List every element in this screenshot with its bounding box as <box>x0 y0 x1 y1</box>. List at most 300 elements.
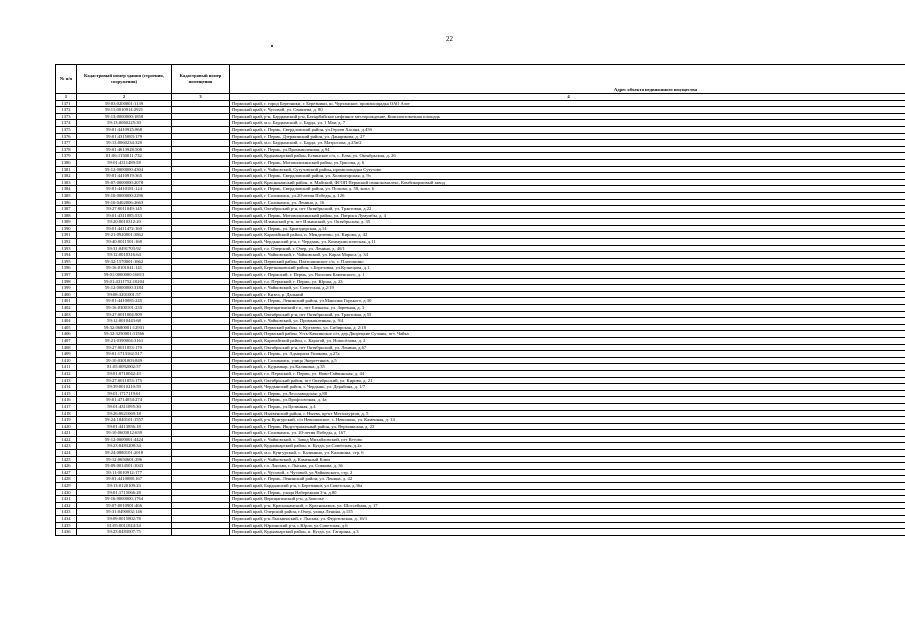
address: Пермский край, г. Пермь, ул. Бригадирская, д.14 <box>230 225 905 232</box>
table-row <box>56 483 905 490</box>
building-cadastral-number: 59:26:0621069:18 <box>77 410 172 417</box>
table-row <box>56 384 905 391</box>
scan-speck <box>271 45 273 47</box>
table-header-row <box>56 65 905 94</box>
building-cadastral-number: 59:27:0011053:170 <box>77 344 172 351</box>
row-index: 1406 <box>56 331 77 338</box>
address: Пермский край, Чердынский район, г. Чердынь, ул. Дерябина, д. 1/7 <box>230 384 905 391</box>
building-cadastral-number: 59:12:0000001:4424 <box>77 436 172 443</box>
row-index: 1400 <box>56 291 77 298</box>
address: Пермский край, г. Чайковский, ул. Советская, д.2/19 <box>230 285 905 292</box>
address: Пермский край, г.о. Очерский, г. Очер, ул. Ленина, д. 46/1 <box>230 245 905 252</box>
table-row <box>56 199 905 206</box>
table-row <box>56 239 905 246</box>
table-row <box>56 113 905 120</box>
building-cadastral-number: 59:13:0120109:23 <box>77 483 172 490</box>
premises-cadastral-number <box>172 252 230 259</box>
premises-cadastral-number <box>172 245 230 252</box>
premises-cadastral-number <box>172 344 230 351</box>
premises-cadastral-number <box>172 206 230 213</box>
header-address: Адрес объекта недвижимого имущества <box>230 65 905 94</box>
building-cadastral-number: 59:08:3201001:57 <box>77 291 172 298</box>
premises-cadastral-number <box>172 166 230 173</box>
building-cadastral-number: 59:21:0390004:3161 <box>77 337 172 344</box>
premises-cadastral-number <box>172 225 230 232</box>
table-row <box>56 107 905 114</box>
address: Пермский край, м.о. Бардымский, с. Барда, ул. 1 Мая, д. 7 <box>230 120 905 127</box>
table-row <box>56 469 905 476</box>
table-row <box>56 357 905 364</box>
building-cadastral-number: 59:03:0200001:1139 <box>77 100 172 107</box>
row-index: 1397 <box>56 272 77 279</box>
building-cadastral-number: 59:01:1713162:517 <box>77 351 172 358</box>
building-cadastral-number: 59:27:0011004:909 <box>77 311 172 318</box>
address: Пермский край, Чердынский р-н, г. Чердынь, ул. Коммунистическая, д.11 <box>230 239 905 246</box>
table-row <box>56 179 905 186</box>
premises-cadastral-number <box>172 212 230 219</box>
building-cadastral-number: 59:32:3250001:11566 <box>77 331 172 338</box>
building-cadastral-number: 59:10:0402006:2663 <box>77 199 172 206</box>
premises-cadastral-number <box>172 384 230 391</box>
building-cadastral-number: 59:01:4613928:508 <box>77 146 172 153</box>
building-cadastral-number: 59:01:1717119:61 <box>77 390 172 397</box>
building-cadastral-number: 59:10:0000000:2296 <box>77 192 172 199</box>
table-row <box>56 258 905 265</box>
building-cadastral-number: 59:13:0060234:320 <box>77 140 172 147</box>
address: Пермский край, р-н. Краснокамский, г. Краснокамск, ул. Шоссейная, д. 17 <box>230 502 905 509</box>
address: Пермский край, Пермский район, с. Култаево, ул. Сибирская, д. 2/18 <box>230 324 905 331</box>
address: Пермский край, г. Пермь, Свердловский район, ул. Холмогорская, д. 9з <box>230 173 905 180</box>
table-row <box>56 173 905 180</box>
building-cadastral-number: 59:01:1715066:28 <box>77 489 172 496</box>
row-index: 1379 <box>56 153 77 160</box>
premises-cadastral-number <box>172 272 230 279</box>
address: Пермский край, м.о. Кунгурский, с. Калинино, ул. Калинина, стр. 6 <box>230 450 905 457</box>
table-body <box>56 100 905 535</box>
premises-cadastral-number <box>172 351 230 358</box>
premises-cadastral-number <box>172 159 230 166</box>
premises-cadastral-number <box>172 146 230 153</box>
row-index: 1436 <box>56 529 77 536</box>
address: Пермский край, г. Пермь, ул.Целинная, д.4 <box>230 403 905 410</box>
building-cadastral-number: 59:31:0491703:92 <box>77 245 172 252</box>
premises-cadastral-number <box>172 430 230 437</box>
header-index: № п/п <box>56 65 77 94</box>
column-number-row <box>56 94 905 101</box>
address: Пермский край, г. Кизел, р. Дальний <box>230 291 905 298</box>
property-table <box>55 64 905 536</box>
address: Пермский край, г. Пермь, Свердловский район, ул.Героев Хасана, д.45б <box>230 126 905 133</box>
building-cadastral-number: 59:13:0000000:1858 <box>77 113 172 120</box>
premises-cadastral-number <box>172 450 230 457</box>
building-cadastral-number: 59:11:0010914:2921 <box>77 107 172 114</box>
address: Пермский край, Верещагинский р-н, д.Заполье <box>230 496 905 503</box>
address: Пермский край, Октябрьский р-н, пгт Октябрьский, ул. Трактовая, д.22 <box>230 206 905 213</box>
building-cadastral-number: 59:16:0300101:235 <box>77 305 172 312</box>
address: Пермский край, Пермский район, Платошинское с/п, с. Платошино <box>230 258 905 265</box>
premises-cadastral-number <box>172 305 230 312</box>
table-row <box>56 410 905 417</box>
building-cadastral-number: 59:07:0010901:466 <box>77 502 172 509</box>
premises-cadastral-number <box>172 417 230 424</box>
table-row <box>56 186 905 193</box>
address: Пермский край, р-н Лысьвенский, г. Лысьва, ул. Федотовская, д. 16/1 <box>230 516 905 523</box>
premises-cadastral-number <box>172 397 230 404</box>
row-index: 1375 <box>56 126 77 133</box>
building-cadastral-number: 59:12:0010316:64 <box>77 252 172 259</box>
row-index: 1431 <box>56 496 77 503</box>
table-row <box>56 206 905 213</box>
table-row <box>56 463 905 470</box>
table-row <box>56 166 905 173</box>
address: Пермский край, р-н Кунгурский, с/п Неволинское, с. Неволино, ул. Каменная, д. 14 <box>230 417 905 424</box>
table-row <box>56 120 905 127</box>
header-building-cadastral: Кадастровый номер здания (строения, сооружения) <box>77 65 172 94</box>
address: Пермский край, г.о. Пермский, г. Пермь, ул. Ново-Гайвинская, д. 44 <box>230 370 905 377</box>
table-row <box>56 252 905 259</box>
address: Пермский край, Кудымкарский район, п. Кугда, ул. Гагарина, д.3 <box>230 529 905 536</box>
premises-cadastral-number <box>172 186 230 193</box>
address: Пермский край, г. Чайковский, ул. Промышленная, д. 9/4 <box>230 318 905 325</box>
address: Пермский край, г. Чайковский, д. Каменный Ключ <box>230 456 905 463</box>
address: Пермский край, г. Чусовой, г. Чусовой, ул.Чайковского, стр. 2 <box>230 469 905 476</box>
row-index: 1387 <box>56 206 77 213</box>
address: Пермский край, г. Пермь, Дзержинский район, ул. Данщикова, д. 27 <box>230 133 905 140</box>
address: Пермский край, г. Чайковский, с. Завод Михайловский, пгт Кетово <box>230 436 905 443</box>
row-index: 1389 <box>56 219 77 226</box>
table-row <box>56 146 905 153</box>
address: Пермский край, г. Пермь, Мотовилихинский район, ул. Патриса Лумумбы, д. 4 <box>230 212 905 219</box>
row-index: 1392 <box>56 239 77 246</box>
address: Пермский край, Юрлинский р-н, с.Юрла, ул.Советская, д.6 <box>230 522 905 529</box>
address: Пермский край, г. Пермь, улица Набережная 3-я, д.80 <box>230 489 905 496</box>
building-cadastral-number: 59:39:0010210:59 <box>77 384 172 391</box>
premises-cadastral-number <box>172 153 230 160</box>
premises-cadastral-number <box>172 456 230 463</box>
table-row <box>56 390 905 397</box>
table-row <box>56 278 905 285</box>
row-index: 1407 <box>56 337 77 344</box>
building-cadastral-number: 59:23:0483007:75 <box>77 529 172 536</box>
row-index: 1398 <box>56 278 77 285</box>
row-index: 1418 <box>56 410 77 417</box>
building-cadastral-number: 59:01:4410925:868 <box>77 126 172 133</box>
row-index: 1434 <box>56 516 77 523</box>
table-row <box>56 153 905 160</box>
building-cadastral-number: 59:09:0014501:1043 <box>77 463 172 470</box>
address: Пермский край, г. Пермь, Мотовилихинский район, ул.Трясова, д. 6 <box>230 159 905 166</box>
address: Пермский край, Пермский район, Усть-Качкинское с/п, дер.Дворецкие Сучаны, пгт. Чайка <box>230 331 905 338</box>
table-row <box>56 364 905 371</box>
row-index: 1409 <box>56 351 77 358</box>
premises-cadastral-number <box>172 489 230 496</box>
address: Пермский край, Очерский район, г.Очер, улица Ленина, д.155 <box>230 509 905 516</box>
building-cadastral-number: 59:12:0010443:68 <box>77 318 172 325</box>
building-cadastral-number: 59:32:0680001:12931 <box>77 324 172 331</box>
table-row <box>56 370 905 377</box>
building-cadastral-number: 59:31:0490002:146 <box>77 509 172 516</box>
row-index: 1395 <box>56 258 77 265</box>
table-row <box>56 450 905 457</box>
row-index: 1401 <box>56 298 77 305</box>
building-cadastral-number: 59:01:4411472:160 <box>77 225 172 232</box>
table-row <box>56 403 905 410</box>
premises-cadastral-number <box>172 324 230 331</box>
table-row <box>56 516 905 523</box>
address: Пермский край, м.о. Бардымский, с. Барда, ул. Матросова, д.25в/2 <box>230 140 905 147</box>
building-cadastral-number: 59:01:4311095:30 <box>77 403 172 410</box>
building-cadastral-number: 59:16:0101041:141 <box>77 265 172 272</box>
table-row <box>56 337 905 344</box>
premises-cadastral-number <box>172 120 230 127</box>
table-row <box>56 377 905 384</box>
table-row <box>56 344 905 351</box>
building-cadastral-number: 59:20:0010312:20 <box>77 219 172 226</box>
row-index: 1415 <box>56 390 77 397</box>
row-index: 1430 <box>56 489 77 496</box>
table-row <box>56 430 905 437</box>
row-index: 1420 <box>56 423 77 430</box>
address: Пермский край, г. Соликамск, ул. Ленина, д. 16 <box>230 199 905 206</box>
row-index: 1383 <box>56 179 77 186</box>
table-row <box>56 443 905 450</box>
building-cadastral-number: 59:13:0060225:30 <box>77 120 172 127</box>
row-index: 1414 <box>56 384 77 391</box>
address: Пермский край, Карагайский район, с. Карагай, ул. Новосёлова, д. 2 <box>230 337 905 344</box>
row-index: 1416 <box>56 397 77 404</box>
building-cadastral-number: 59:40:0011501:168 <box>77 239 172 246</box>
address: Пермский край, г. Соликамск, улица Энергетиков, д.5 <box>230 357 905 364</box>
table-row <box>56 100 905 107</box>
building-cadastral-number: 59:27:0011053:175 <box>77 377 172 384</box>
premises-cadastral-number <box>172 370 230 377</box>
address: Пермский край, г. Пермь, Свердловский район, ул. Попова, д. 58, копл. 6 <box>230 186 905 193</box>
premises-cadastral-number <box>172 107 230 114</box>
row-index: 1377 <box>56 140 77 147</box>
premises-cadastral-number <box>172 516 230 523</box>
building-cadastral-number: 59:01:4410085:245 <box>77 298 172 305</box>
row-index: 1382 <box>56 173 77 180</box>
table-row <box>56 496 905 503</box>
table-row <box>56 351 905 358</box>
row-index: 1433 <box>56 509 77 516</box>
building-cadastral-number: 59:01:0710042:43 <box>77 370 172 377</box>
table-row <box>56 291 905 298</box>
table-row <box>56 331 905 338</box>
row-index: 1405 <box>56 324 77 331</box>
premises-cadastral-number <box>172 476 230 483</box>
column-number: 3 <box>172 94 230 101</box>
address: Пермский край, г. Пермь, ул.Профсоюзная, д. 4а <box>230 397 905 404</box>
premises-cadastral-number <box>172 140 230 147</box>
premises-cadastral-number <box>172 331 230 338</box>
address: Пермский край, Кудымкарский район, Егвинское с/п, с. Егва, ул. Октябрьская, д. 26 <box>230 153 905 160</box>
row-index: 1424 <box>56 450 77 457</box>
row-index: 1413 <box>56 377 77 384</box>
premises-cadastral-number <box>172 377 230 384</box>
row-index: 1425 <box>56 456 77 463</box>
table-row <box>56 489 905 496</box>
premises-cadastral-number <box>172 496 230 503</box>
premises-cadastral-number <box>172 357 230 364</box>
building-cadastral-number: 59:12:0000000:3184 <box>77 285 172 292</box>
building-cadastral-number: 59:23:0483208:34 <box>77 443 172 450</box>
building-cadastral-number: 59:10:0301003:849 <box>77 357 172 364</box>
address: Пермский край, г. Пермь, Индустриальный район, ул. Верхоянская, д. 23 <box>230 423 905 430</box>
table-row <box>56 245 905 252</box>
premises-cadastral-number <box>172 126 230 133</box>
premises-cadastral-number <box>172 278 230 285</box>
premises-cadastral-number <box>172 410 230 417</box>
row-index: 1391 <box>56 232 77 239</box>
table-row <box>56 436 905 443</box>
row-index: 1384 <box>56 186 77 193</box>
premises-cadastral-number <box>172 113 230 120</box>
table-row <box>56 285 905 292</box>
table-row <box>56 324 905 331</box>
address: Пермский край, г. Пермь, ул.Промышленная, д.94 <box>230 146 905 153</box>
premises-cadastral-number <box>172 390 230 397</box>
building-cadastral-number: 81:05:0092002:57 <box>77 364 172 371</box>
building-cadastral-number: 81:05:0011024:34 <box>77 522 172 529</box>
table-row <box>56 423 905 430</box>
table-row <box>56 126 905 133</box>
address: Пермский край, г. Пермский, г. Пермь, ул. Василия Каменского, д. 1 <box>230 272 905 279</box>
premises-cadastral-number <box>172 265 230 272</box>
page-number: 22 <box>446 35 453 43</box>
row-index: 1402 <box>56 305 77 312</box>
premises-cadastral-number <box>172 522 230 529</box>
building-cadastral-number: 59:24:1840101:1557 <box>77 417 172 424</box>
table-row <box>56 311 905 318</box>
table-row <box>56 232 905 239</box>
building-cadastral-number: 59:07:0000000:2078 <box>77 179 172 186</box>
row-index: 1376 <box>56 133 77 140</box>
address: Пермский край, г. Чайковский, Сутузовский район, промплощадка Сутузово <box>230 166 905 173</box>
row-index: 1428 <box>56 476 77 483</box>
address: Пермский край, Верещагинский г.о., пгт Бачкалы, ул. Заречная, д. 3 <box>230 305 905 312</box>
row-index: 1393 <box>56 245 77 252</box>
table-row <box>56 476 905 483</box>
premises-cadastral-number <box>172 239 230 246</box>
building-cadastral-number: 59:01:4311489:58 <box>77 159 172 166</box>
table-row <box>56 522 905 529</box>
address: Пермский край, г. Пермь, Ленинский район, ул. Ленина, д. 42 <box>230 476 905 483</box>
table-row <box>56 265 905 272</box>
row-index: 1423 <box>56 443 77 450</box>
table-row <box>56 397 905 404</box>
address: Пермский край, г. Кудымкар, ул.Калинина, д.35 <box>230 364 905 371</box>
address: Пермский край, г. Соликамск, ул. 20-летия Победы, д. 167 <box>230 430 905 437</box>
building-cadastral-number: 59:01:4311085:533 <box>77 212 172 219</box>
building-cadastral-number: 59:24:0880101:2018 <box>77 450 172 457</box>
table-row <box>56 509 905 516</box>
row-index: 1378 <box>56 146 77 153</box>
building-cadastral-number: 59:09:0015802:78 <box>77 516 172 523</box>
table-row <box>56 298 905 305</box>
row-index: 1426 <box>56 463 77 470</box>
premises-cadastral-number <box>172 436 230 443</box>
address: Пермский край, г. Пермь, ул.Лесозаводская, д.88 <box>230 390 905 397</box>
address: Пермский край, Ильинский р-н, пгт Ильинский, ул. Октябрьская, д. 35 <box>230 219 905 226</box>
row-index: 1421 <box>56 430 77 437</box>
row-index: 1390 <box>56 225 77 232</box>
row-index: 1410 <box>56 357 77 364</box>
building-cadastral-number: 59:12:0650601:296 <box>77 456 172 463</box>
header-premises-cadastral: Кадастровый номер помещения <box>172 65 230 94</box>
building-cadastral-number: 59:10:0603012:639 <box>77 430 172 437</box>
premises-cadastral-number <box>172 529 230 536</box>
row-index: 1429 <box>56 483 77 490</box>
premises-cadastral-number <box>172 337 230 344</box>
building-cadastral-number: 59:01:4315083:179 <box>77 133 172 140</box>
address: Пермский край, г. Чайковский, г. Чайковский, ул. Карла Маркса, д. 34 <box>230 252 905 259</box>
building-cadastral-number: 59:01:4413856:18 <box>77 423 172 430</box>
address: Пермский край, г. город Березники, г. Березники, ш. Чуртанское, промплощадка ОАО Азот <box>230 100 905 107</box>
row-index: 1422 <box>56 436 77 443</box>
table-row <box>56 133 905 140</box>
address: Пермский край, Бардымский р-н, с.Березники, ул.Советская, д.36а <box>230 483 905 490</box>
premises-cadastral-number <box>172 443 230 450</box>
table-row <box>56 225 905 232</box>
building-cadastral-number: 59:12:0000000:4304 <box>77 166 172 173</box>
premises-cadastral-number <box>172 285 230 292</box>
building-cadastral-number: 59:27:0011049:145 <box>77 206 172 213</box>
premises-cadastral-number <box>172 463 230 470</box>
building-cadastral-number: 59:01:0000000:16813 <box>77 272 172 279</box>
address: Пермский край, Октябрьский р-н, пгт Октябрьский, ул. Ленина, д.67 <box>230 344 905 351</box>
row-index: 1372 <box>56 107 77 114</box>
building-cadastral-number: 81:06:1150011:732 <box>77 153 172 160</box>
row-index: 1373 <box>56 113 77 120</box>
row-index: 1427 <box>56 469 77 476</box>
row-index: 1396 <box>56 265 77 272</box>
row-index: 1412 <box>56 370 77 377</box>
building-cadastral-number: 59:16:0000000:1764 <box>77 496 172 503</box>
address: Пермский край, Карагайский район, п. Менделеево, ул. Кирова, д. 42 <box>230 232 905 239</box>
table-row <box>56 159 905 166</box>
table-row <box>56 417 905 424</box>
table-row <box>56 318 905 325</box>
row-index: 1374 <box>56 120 77 127</box>
row-index: 1385 <box>56 192 77 199</box>
building-cadastral-number: 59:01:4410919:365 <box>77 173 172 180</box>
building-cadastral-number: 59:11:0010912:177 <box>77 469 172 476</box>
building-cadastral-number: 59:01:4714054:274 <box>77 397 172 404</box>
row-index: 1435 <box>56 522 77 529</box>
column-number: 2 <box>77 94 172 101</box>
row-index: 1403 <box>56 311 77 318</box>
row-index: 1399 <box>56 285 77 292</box>
premises-cadastral-number <box>172 311 230 318</box>
address: Пермский край, г.о. Пермский, г. Пермь, ул. Юрша, д. 23 <box>230 278 905 285</box>
address: Пермский край, г.о. Лысьва, г. Лысьва, ул. Сивкова, д. 36 <box>230 463 905 470</box>
table-row <box>56 529 905 536</box>
address: Пермский край, Краснокамский район, п. Майский, ФГОП Пермский свинокомплекс, Комбикормовый завод <box>230 179 905 186</box>
premises-cadastral-number <box>172 192 230 199</box>
row-index: 1394 <box>56 252 77 259</box>
building-cadastral-number: 59:01:4311752:10204 <box>77 278 172 285</box>
address: Пермский край, г. Пермь, ул. Адмирала Ушакова, д.27а <box>230 351 905 358</box>
address: Пермский край, Октябрьский район, пгт Октябрьский, ул. Кирова, д. 21 <box>230 377 905 384</box>
column-number: 1 <box>56 94 77 101</box>
premises-cadastral-number <box>172 318 230 325</box>
premises-cadastral-number <box>172 232 230 239</box>
row-index: 1388 <box>56 212 77 219</box>
row-index: 1417 <box>56 403 77 410</box>
row-index: 1381 <box>56 166 77 173</box>
row-index: 1380 <box>56 159 77 166</box>
